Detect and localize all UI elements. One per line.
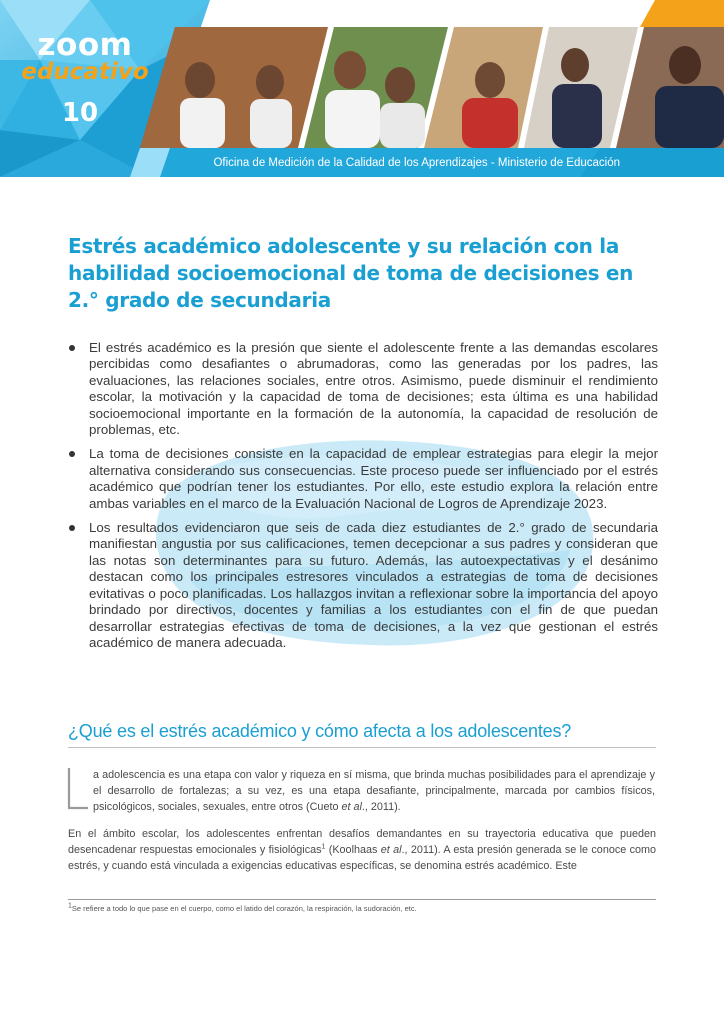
bullet-text: La toma de decisiones consiste en la capacidad de emplear estrategias para elegir la mejor alternativa considerando sus consecuencias. Este proceso puede ser influenciado por el estrés académico que podrían tener los estudiantes. Por ello, este estudio explora la relación entre ambas variables en el marco de la Evaluación Nacional de Logros de Aprendizaje 2023. <box>89 446 658 511</box>
header-banner <box>0 0 724 177</box>
para-citation-italic: et al <box>380 844 402 856</box>
footnote-divider <box>68 899 656 900</box>
summary-bullet <box>68 340 658 438</box>
dropcap-l <box>66 766 90 812</box>
section-heading: ¿Qué es el estrés académico y cómo afecta a los adolescentes? <box>68 721 572 741</box>
bullet-text: Los resultados evidenciaron que seis de cada diez estudiantes de 2.° grado de secundaria manifiestan angustia por sus calificaciones, temen decepcionar a sus padres y consideran que las notas son determinantes para su futuro. Además, las autoexpectativas y el desánimo destacan como los principales estresores vinculados a estrategias de toma de decisiones evitativas o poco planificadas. Los hallazgos invitan a reflexionar sobre la importancia del apoyo brindado por directivos, docentes y familias a los estudiantes con el fin de que puedan desarrollar estrategias efectivas de toma de decisiones, a la vez que gestionan el estrés académico de manera adecuada. <box>89 520 658 650</box>
bullet-dot-icon <box>69 345 75 351</box>
intro-paragraph <box>93 767 655 815</box>
intro-citation-italic: et al <box>341 801 362 813</box>
office-caption: Oficina de Medición de la Calidad de los Aprendizajes - Ministerio de Educación <box>213 157 620 169</box>
summary-bullet <box>68 446 658 512</box>
footnote-text: Se refiere a todo lo que pase en el cuerpo, como el latido del corazón, la respiración, la sudoración, etc. <box>71 904 417 913</box>
bullet-dot-icon <box>69 451 75 457</box>
issue-number: 10 <box>61 98 99 128</box>
intro-text: a adolescencia es una etapa con valor y riqueza en sí misma, que brinda muchas posibilidades para el aprendizaje y el desarrollo de fortalezas; a su vez, es una etapa desafiante, principalmente, marcada por cambios físicos, psicológicos, sociales, sexuales, entre otros (Cueto <box>93 769 655 813</box>
bullet-text: El estrés académico es la presión que siente el adolescente frente a las demandas escolares percibidas como desafiantes o abrumadoras, como las generadas por los padres, las evaluaciones, las relaciones sociales, entre otros. Asimismo, puede disminuir el rendimiento escolar, la motivación y la capacidad de toma de decisiones; esta última es una habilidad socioemocional importante en la formación de la autonomía, la capacidad de resolución de problemas, etc. <box>89 340 658 438</box>
section-divider <box>68 747 656 748</box>
body-paragraph <box>68 826 656 874</box>
intro-citation-end: ., 2011). <box>361 801 401 813</box>
footnote-number: 1 <box>68 902 72 910</box>
footnote <box>68 904 417 913</box>
logo-zoom-text: zoom <box>37 27 133 63</box>
para-text-c: ., 2011). A esta presión generada se le conoce como estrés, y cuando está vinculada a exigencias educativas específicas, se denomina estrés académico. Este <box>68 844 656 872</box>
bullet-dot-icon <box>69 525 75 531</box>
para-text-a: En el ámbito escolar, los adolescentes enfrentan desafíos demandantes en su trayectoria educativa que pueden desencadenar respuestas emocionales y fisiológicas <box>68 828 656 856</box>
zoom-educativo-logo <box>0 27 170 128</box>
students-photo <box>140 27 724 148</box>
summary-bullet <box>68 520 658 651</box>
article-title: Estrés académico adolescente y su relación con la habilidad socioemocional de toma de decisiones en 2.° grado de secundaria <box>68 234 634 312</box>
summary-bullet-list <box>68 340 658 659</box>
para-text-b: (Koolhaas <box>325 844 381 856</box>
logo-educativo-text: educativo <box>21 59 149 85</box>
footnote-ref: 1 <box>321 843 326 851</box>
